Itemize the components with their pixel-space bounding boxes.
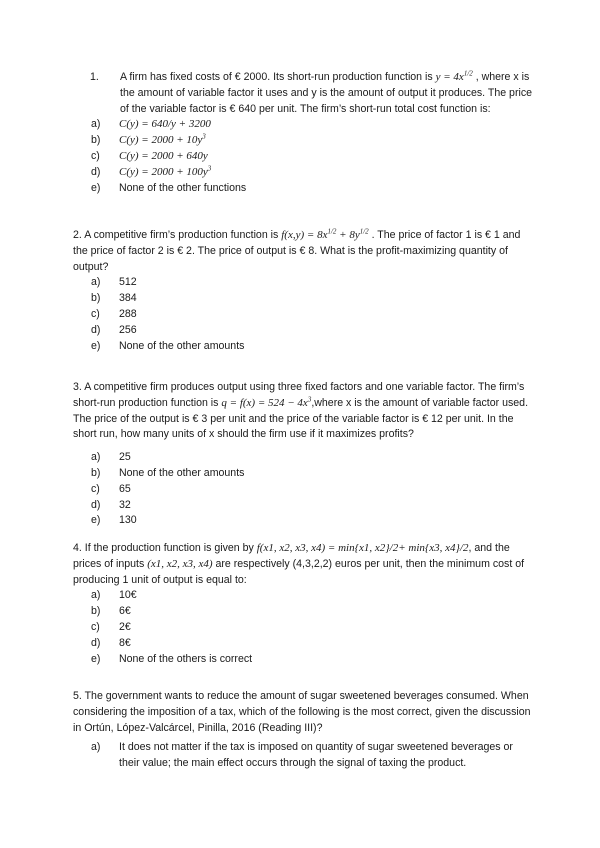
option-d[interactable]: d) 32 — [91, 498, 131, 511]
option-c[interactable]: c) 288 — [91, 307, 137, 320]
option-b[interactable]: b) None of the other amounts — [91, 466, 245, 479]
question-text: 2. A competitive firm’s production function is $f(x,y) = 8x^{1/2} + 8y^{1/2}$ . The price of factor 1 is € 1 and the price of factor 2 is € 2. The price of output is € 8. What is the profit-maximizing quantity of output? — [73, 227, 521, 273]
option-b[interactable]: b) 384 — [91, 292, 137, 305]
option-a[interactable]: a) 512 — [91, 276, 137, 289]
question-2 — [73, 228, 533, 354]
option-e[interactable]: e) None of the other amounts — [91, 339, 245, 352]
option-b[interactable]: b) $C(y) = 2000 + 10y^3$ — [91, 132, 206, 147]
option-a[interactable]: a) It does not matter if the tax is imposed on quantity of sugar sweetened beverages or their value; the main effect occurs through the signal of taxing the product. — [91, 741, 513, 770]
question-5 — [73, 689, 533, 772]
option-e[interactable]: e) 130 — [91, 514, 137, 527]
option-a[interactable]: a) 25 — [91, 451, 131, 464]
option-d[interactable]: d) $C(y) = 2000 + 100y^3$ — [91, 164, 212, 178]
options-list — [73, 275, 533, 354]
options-list — [73, 588, 533, 667]
option-a[interactable]: a) C(y) = 640/y + 3200 — [91, 118, 211, 131]
option-e[interactable]: e) None of the others is correct — [91, 652, 253, 665]
option-e[interactable]: e) None of the other functions — [91, 181, 247, 194]
option-a[interactable]: a) 10€ — [91, 589, 137, 602]
option-d[interactable]: d) 8€ — [91, 636, 131, 649]
option-c[interactable]: c) 2€ — [91, 620, 131, 633]
option-b[interactable]: b) 6€ — [91, 605, 131, 618]
options-list — [73, 450, 533, 529]
options-list — [73, 117, 533, 196]
question-text: 4. If the production function is given by f(x1, x2, x3, x4) = min{x1, x2}/2+ min{x3, x4}/2, and the prices of inputs (x1, x2, x3, x4) are respectively (4,3,2,2) euros per unit, then the minimum cost of producing 1 unit of output is equal to: — [73, 542, 525, 586]
options-list — [73, 740, 533, 772]
question-number: 1. — [90, 71, 99, 83]
formula: f(x1, x2, x3, x4) = min{x1, x2}/2+ min{x3, x4}/2 — [256, 542, 469, 554]
question-text: 5. The government wants to reduce the amount of sugar sweetened beverages consumed. When considering the imposition of a tax, which of the following is the most correct, given the discussion in Ortún, López-Valcárcel, Pinilla, 2016 (Reading III)? — [73, 690, 531, 734]
question-1 — [73, 70, 533, 196]
question-3 — [73, 380, 533, 529]
question-4 — [73, 541, 533, 667]
question-text: 3. A competitive firm produces output using three fixed factors and one variable factor. The firm’s short-run production function is $q = f(x) = 524 - 4x^3,where$ x is the amount of variable factor used. The price of the output is € 3 per unit and the price of the variable factor is € 12 per unit. In the short run, how many units of x should the firm use if it maximizes profits? — [73, 381, 529, 441]
option-c[interactable]: c) C(y) = 2000 + 640y — [91, 149, 208, 162]
option-d[interactable]: d) 256 — [91, 323, 137, 336]
option-c[interactable]: c) 65 — [91, 482, 131, 495]
formula: $y = 4x^{1/2}$ — [435, 69, 473, 83]
formula: (x1, x2, x3, x4) — [147, 557, 213, 570]
question-text: A firm has fixed costs of € 2000. Its short-run production function is $y = 4x^{1/2}$ , where x is the amount of variable factor it uses and y is the amount of output it produces. The price of the variable factor is € 640 per unit. The firm’s short-run total cost function is: — [120, 69, 533, 115]
formula: $f(x,y) = 8x^{1/2} + 8y^{1/2}$ — [281, 227, 369, 241]
formula: $q = f(x) = 524 - 4x^3$ — [221, 395, 312, 409]
